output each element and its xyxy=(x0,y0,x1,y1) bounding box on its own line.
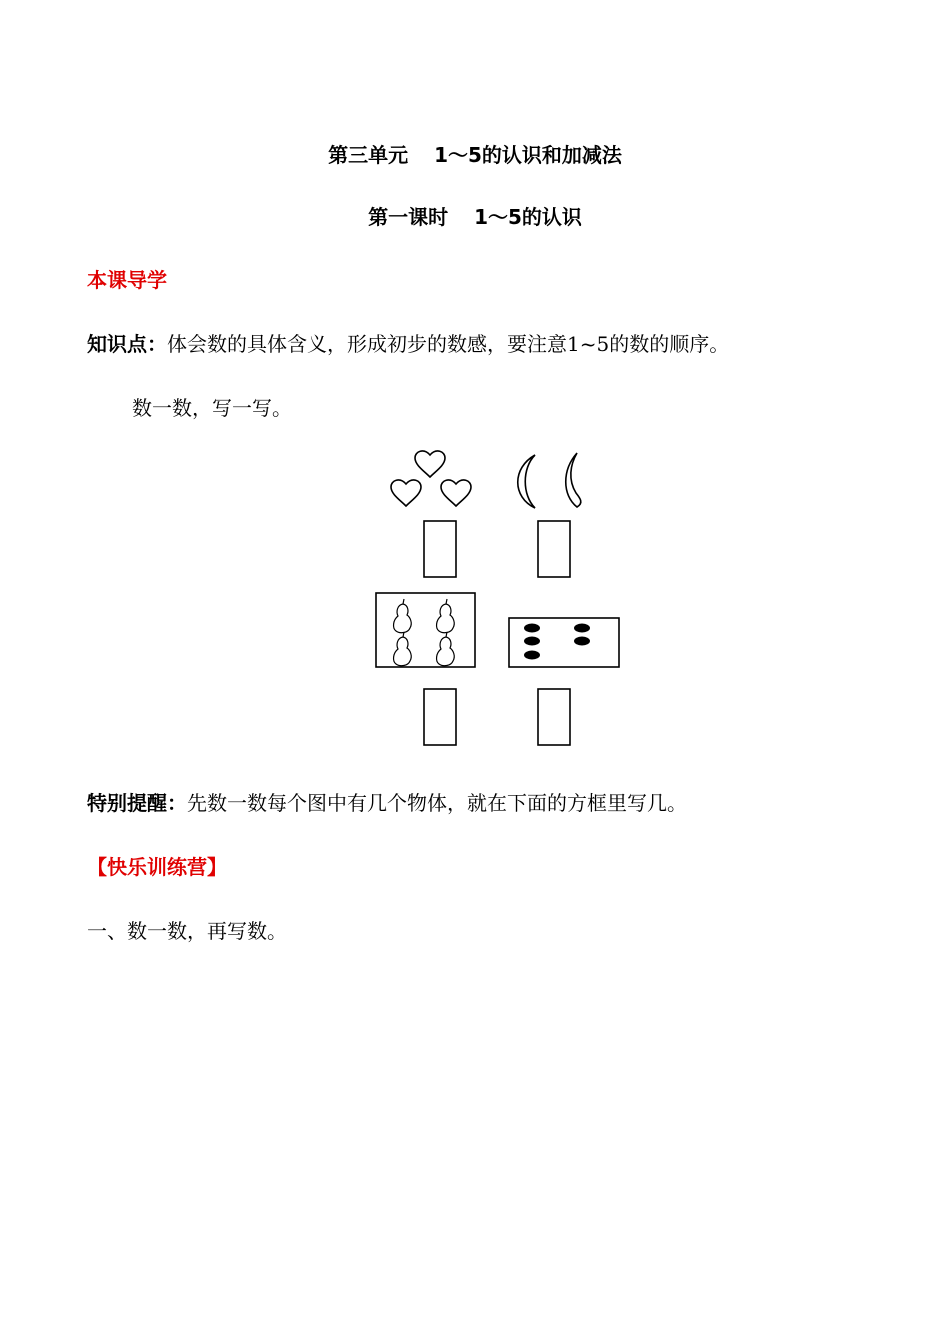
reminder-label: 特别提醒： xyxy=(87,791,187,815)
lesson-label: 第一课时 xyxy=(368,205,449,229)
pear-group xyxy=(394,599,455,666)
answer-box-hearts[interactable] xyxy=(424,521,456,577)
black-oval-icon xyxy=(574,637,590,646)
practice-heading: 【快乐训练营】 xyxy=(87,855,227,879)
black-oval-icon xyxy=(524,651,540,660)
count-instruction: 数一数，写一写。 xyxy=(132,396,292,420)
guide-heading: 本课导学 xyxy=(87,268,167,292)
answer-box-ovals[interactable] xyxy=(538,689,570,745)
answer-box-pears[interactable] xyxy=(424,689,456,745)
pear-icon xyxy=(394,632,412,666)
heart-icon xyxy=(391,480,421,506)
heart-group xyxy=(391,451,471,506)
moon-group xyxy=(518,453,581,508)
pear-frame xyxy=(376,593,475,667)
exercise-1: 一、数一数，再写数。 xyxy=(87,919,287,943)
special-reminder xyxy=(87,787,687,816)
lesson-title-text: 1～5的认识 xyxy=(474,205,582,229)
oval-group xyxy=(524,624,590,660)
crescent-moon-icon xyxy=(566,453,581,507)
pear-icon xyxy=(394,599,412,633)
knowledge-label: 知识点： xyxy=(87,332,167,356)
heart-icon xyxy=(415,451,445,477)
pear-icon xyxy=(437,632,455,666)
heart-icon xyxy=(441,480,471,506)
knowledge-text: 体会数的具体含义，形成初步的数感，要注意1~5的数的顺序。 xyxy=(167,332,730,356)
unit-title-text: 1～5的认识和加减法 xyxy=(434,143,622,167)
black-oval-icon xyxy=(524,637,540,646)
unit-label: 第三单元 xyxy=(328,143,409,167)
answer-box-moons[interactable] xyxy=(538,521,570,577)
black-oval-icon xyxy=(524,624,540,633)
reminder-text: 先数一数每个图中有几个物体，就在下面的方框里写几。 xyxy=(187,791,687,815)
pear-icon xyxy=(437,599,455,633)
crescent-moon-icon xyxy=(518,455,535,508)
black-oval-icon xyxy=(574,624,590,633)
